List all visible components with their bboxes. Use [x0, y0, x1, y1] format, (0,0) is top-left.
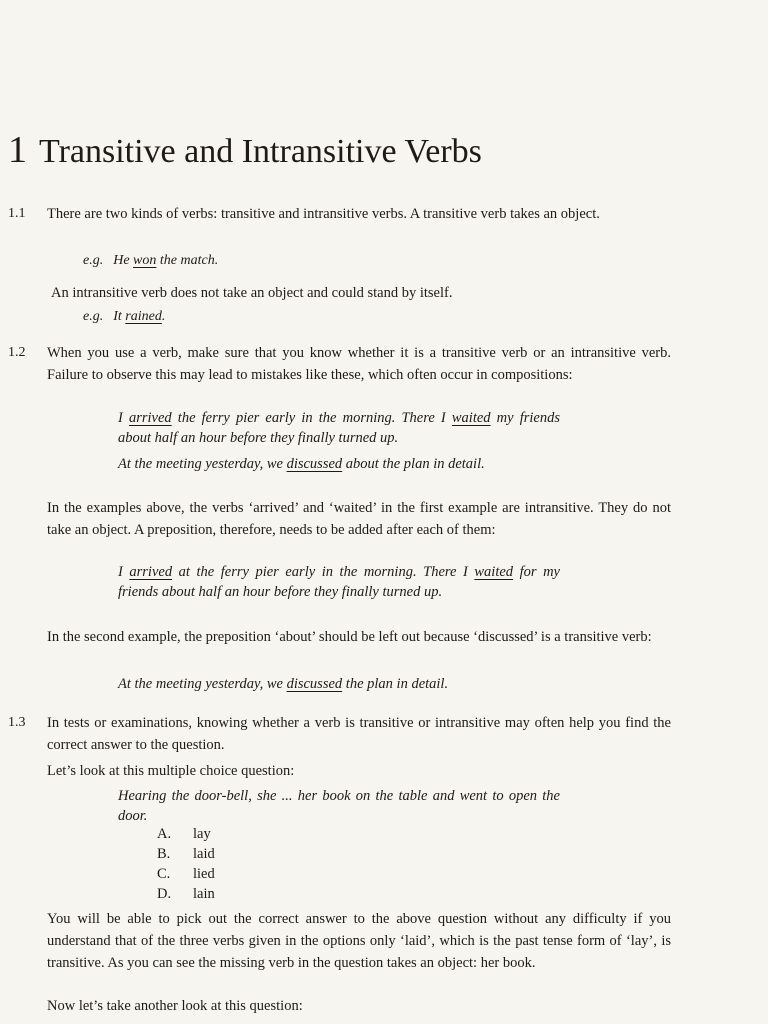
option-word: lain — [193, 886, 215, 902]
underlined-verb: won — [133, 253, 157, 268]
option-letter: A. — [157, 826, 172, 842]
quote-text: at the ferry pier early in the morning. There I — [172, 564, 475, 580]
paragraph: An intransitive verb does not take an object and could stand by itself. — [51, 285, 453, 301]
chapter-number: 1 — [8, 129, 27, 171]
paragraph: In tests or examinations, knowing whether a verb is transitive or intransitive may often help you find the correct answer to the question. — [47, 715, 671, 753]
quote-text: At the meeting yesterday, we — [118, 676, 287, 692]
chapter-title: Transitive and Intransitive Verbs — [39, 133, 482, 170]
quote-text: about the plan in detail. — [342, 456, 485, 472]
mcq-question: Hearing the door-bell, she ... her book on the table and went to open the door. — [118, 788, 560, 824]
example-quote — [118, 674, 678, 694]
mcq-option — [157, 884, 215, 904]
eg-label: e.g. — [83, 309, 104, 324]
eg-label: e.g. — [83, 253, 104, 268]
example-text: It — [113, 309, 126, 324]
underlined-verb: arrived — [129, 564, 173, 580]
paragraph: In the examples above, the verbs ‘arrived’ and ‘waited’ in the first example are intransitive. They do not take an object. A preposition, therefore, needs to be added after each of them: — [47, 500, 671, 538]
quote-text: the ferry pier early in the morning. There I — [171, 410, 452, 426]
quote-text: I — [118, 410, 129, 426]
paragraph: Let’s look at this multiple choice question: — [47, 763, 295, 779]
mcq-option — [157, 864, 215, 884]
quote-text: At the meeting yesterday, we — [118, 456, 287, 472]
example-text: . — [161, 309, 166, 324]
paragraph: When you use a verb, make sure that you know whether it is a transitive verb or an intransitive verb. Failure to observe this may lead to mistakes like these, which often occur in compositions: — [47, 345, 671, 383]
paragraph: You will be able to pick out the correct answer to the above question without any difficulty if you understand that of the three verbs given in the options only ‘laid’, which is the past tense form of ‘lay’, is transitive. As you can see the missing verb in the question takes an object: her book. — [47, 911, 671, 971]
quote-text: I — [118, 564, 130, 580]
underlined-verb: rained — [125, 309, 162, 324]
example-line — [83, 250, 218, 272]
option-letter: C. — [157, 866, 171, 882]
quote-text: my friends about half an hour before they finally turned up. — [118, 410, 560, 446]
underlined-verb: discussed — [286, 676, 343, 692]
quote-text: the plan in detail. — [342, 676, 449, 692]
option-letter: D. — [157, 886, 172, 902]
underlined-verb: discussed — [286, 456, 343, 472]
mcq-option — [157, 824, 215, 844]
mcq-options — [157, 824, 215, 904]
section-number: 1.1 — [8, 206, 26, 221]
option-word: lay — [193, 826, 211, 842]
example-quote — [118, 562, 560, 602]
underlined-verb: waited — [451, 410, 491, 426]
option-letter: B. — [157, 846, 171, 862]
quote-text: for my friends about half an hour before they finally turned up. — [118, 564, 560, 600]
option-word: laid — [193, 846, 215, 862]
option-word: lied — [193, 866, 215, 882]
example-line — [83, 306, 165, 328]
example-text: He — [113, 253, 134, 268]
chapter-heading — [8, 126, 482, 176]
paragraph: In the second example, the preposition ‘about’ should be left out because ‘discussed’ is a transitive verb: — [47, 629, 652, 645]
underlined-verb: waited — [474, 564, 514, 580]
example-quote — [118, 408, 560, 448]
section-number: 1.2 — [8, 345, 26, 360]
example-quote — [118, 454, 560, 474]
underlined-verb: arrived — [128, 410, 172, 426]
paragraph: Now let’s take another look at this question: — [47, 998, 303, 1014]
mcq-option — [157, 844, 215, 864]
example-text: the match. — [156, 253, 219, 268]
section-number: 1.3 — [8, 715, 26, 730]
paragraph: There are two kinds of verbs: transitive and intransitive verbs. A transitive verb takes an object. — [47, 206, 600, 222]
